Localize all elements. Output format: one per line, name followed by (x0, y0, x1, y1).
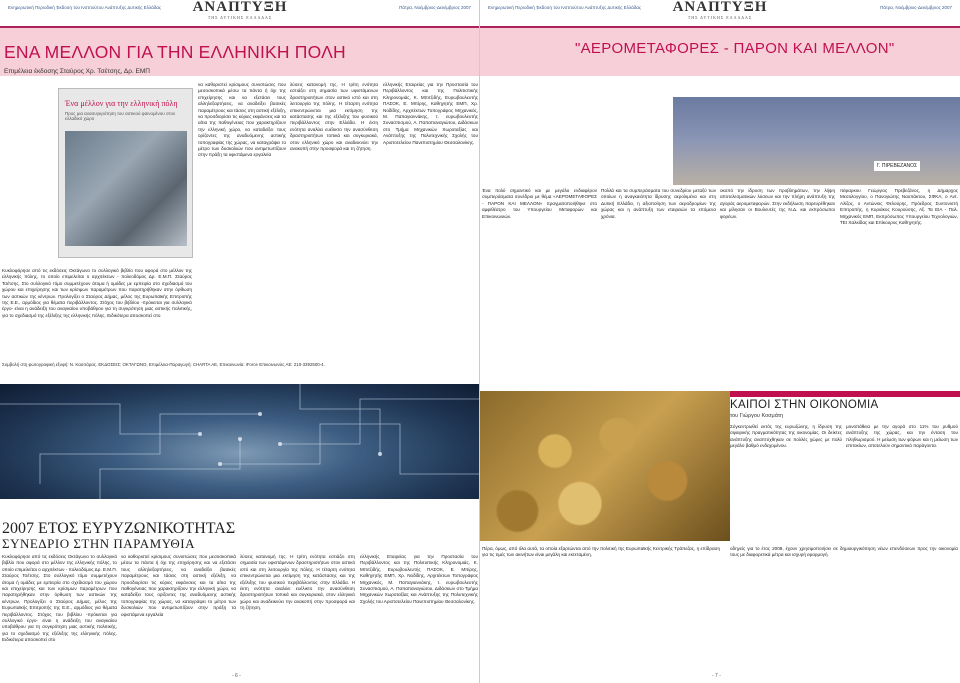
section-title: 2007 ΕΤΟΣ ΕΥΡΥΖΩΝΙΚΟΤΗΤΑΣ (2, 520, 236, 537)
article-column-4: ελληνικής Εταιρείας για την Προστασία του Περιβάλλοντος και της Πολιτιστικής Κληρονομιάς, Κ. Μπιτζιδής, Ευρωβουλευτής ΠΑΣΟΚ, Ε. Μπίρης, Καθηγητής ΕΜΠ, Χρ. Νοδίδης, Αρχιτέκτων Τοπογράφος Μηχανικός, Μ. Παπαγιαννάκης, τ. ευρωβουλευτής Συνασπισμού, Α. Παπαπαναγιώτου, Διδάσκων στο Τμήμα Μηχανικών Χωροταξίας και Ανάπτυξης της Πολυτεχνικής Σχολής του Αριστοτελείου Πανεπιστημίου Θεσσαλονίκης. (383, 82, 478, 145)
econ-column-2: μονοπάθεια με την αγορά στο 11% του ρυθμού ανάπτυξης της χώρας, και την ένταση του πληθωρισμού. Η μείωση των φόρων και η μείωση των επιτοκίων, αποτελούν σημαντικό παράγοντα. (846, 424, 958, 449)
article-column-3: λύσεις κατανομή της. Η τρίτη ενότητα εστιάζει στη σημασία των υφιστάμενων δραστηριοτήτων στον αστικό ιστό και στη λειτουργία της πόλης. Η τέταρτη ενότητα επικεντρώνεται μια εκτίμηση της κατάστασης και της εξέλιξης του φυσικού περιβάλλοντος στην Ελλάδα. Η έκτη ενότητα αναλύει ευέλικτο την ανασύνθεση δραστηριοτήτων τοπικά και συγκυριακά, στον ελληνικό χώρο και αναδεικνύει την ανακοπή στην προσφορά και τη ζήτηση. (290, 82, 378, 152)
masthead-title: ΑΝΑΠΤΥΞΗ (672, 0, 768, 15)
circuit-traces (0, 384, 480, 499)
article-footnote: Συμβολή στη φωτογραφική εξυφή: Ν. Κασσάρας. ΕΚΔΟΣΕΙΣ: ΟΚΤΑΓΩΝΟ, Επιμέλεια-Παραγωγή: CHARTA AE, Επικοινωνία: iForce Επικοινωνίες ΑΕ: 210-3392500-4. (2, 362, 325, 367)
section-byline: του Γιώργου Κοσμάτη (730, 413, 784, 419)
issue-date: Πάτρα, Νοέμβριος-Δεκέμβριος 2007 (880, 4, 952, 10)
article-column-4: πέφαρκου Γεώργιος Πρεβεζάνος, η Δήμαρχος Μεσολογγίου, ο Πανογιώτης Ναυπάκτου, ΣΦΚΑ, ο Αντ. Αλίζος, ο Αντώνιος Φελούρης, Πρόεδρος Συντονιστή Επιτροπής, η Κυριάκος Κουρούσης, Αξ. Τα ΕΙΑ - Πολ. Μηχανικός ΕΜΠ, Εκπρόσωπος Υπουργείου Τεχνολογιών, ΤΕΙ Χαλκίδας και Επίκουρος Καθηγητής. (840, 188, 958, 226)
section-accent-bar (730, 391, 960, 397)
econ-column-3: Πέρα, όμως, από όλα αυτά, τα οποία εξαρτώνται από την πολιτική της Ευρωπαϊκής Κεντρικής Τράπεζας, η επίδραση για τις τιμές των ακινήτων είναι μεγάλη και εκτεταμένη. (482, 546, 720, 558)
page-number: - 6 - (232, 673, 241, 679)
article-banner (0, 28, 480, 76)
book-cover-subtitle: Προς μια ανασυγκρότηση του αστικού φαινομένου στον ελλαδικό χώρο (65, 111, 176, 121)
section-column-4: ελληνικής Εταιρείας για την Προστασία του Περιβάλλοντος και της Πολιτιστικής Κληρονομιάς, Κ. Μπιτζιδής, Ευρωβουλευτής ΠΑΣΟΚ, Ε. Μπίρης, Καθηγητής ΕΜΠ, Χρ. Νοδίδης, Αρχιτέκτων Τοπογράφος Μηχανικός, Μ. Παπαγιαννάκης, τ. ευρωβουλευτής Συνασπισμού, Α. Παπαπαναγιώτου, Διδάσκων στο Τμήμα Μηχανικών Χωροταξίας και Ανάπτυξης της Πολυτεχνικής Σχολής του Αριστοτελείου Πανεπιστημίου Θεσσαλονίκης. (360, 554, 478, 604)
masthead (480, 0, 960, 20)
book-cover-title: Ένα μέλλον για την ελληνική πόλη (65, 99, 178, 108)
article-title: ΕΝΑ ΜΕΛΛΟΝ ΓΙΑ ΤΗΝ ΕΛΛΗΝΙΚΗ ΠΟΛΗ (4, 42, 346, 62)
circuit-board-image (0, 384, 480, 499)
econ-column-1: Σύγκεντρωθεί εκτός της ευρωζώνης, η ίδρυση της σφαιρικής πραγματικότητας της οικονομίας. Οι δείκτες ανάπτυξης αναπτύχθηκαν σε πολλές χώρες με πολύ μεγάλο βαθμό ενδεχομένου. (730, 424, 842, 449)
section-column-3: λύσεις κατανομή της. Η τρίτη ενότητα εστιάζει στη σημασία των υφιστάμενων δραστηριοτήτων στον αστικό ιστό και στη λειτουργία της πόλης. Η τέταρτη ενότητα επικεντρώνεται μια εκτίμηση της κατάστασης και της εξέλιξης του φυσικού περιβάλλοντος στην Ελλάδα. Η έκτη ενότητα αναλύει ευέλικτο την ανασύνθεση δραστηριοτήτων τοπικά και συγκυριακά, στον ελληνικό χώρο και αναδεικνύει την ανακοπή στην προσφορά και τη ζήτηση. (240, 554, 355, 611)
masthead (0, 0, 480, 20)
page-number: - 7 - (712, 673, 721, 679)
coins-image (480, 391, 730, 541)
publication-caption: Ενημερωτική Περιοδική Έκδοση του Ινστιτούτου Ανάπτυξης Δυτικής Ελλάδας (488, 4, 642, 10)
article-editor: Επιμέλεια έκδοσης Σταύρος Χρ. Τσέτσης, Δρ. ΕΜΠ (4, 68, 150, 75)
article-title: "ΑΕΡΟΜΕΤΑΦΟΡΕΣ - ΠΑΡΟΝ ΚΑΙ ΜΕΛΛΟΝ" (575, 40, 895, 57)
book-cover-photo (65, 131, 187, 246)
intro-text: Κυκλοφόρησε από τις εκδόσεις Οκτάγωνο το συλλογικό βιβλίο που αφορά στο μέλλον της ελληνικής πόλης, το οποίο επιμελείται ο αρχιτέκτων - πολεοδόμος Δρ. Ε.Μ.Π. Σταύρος Τσέτσης. Στο συλλογικό τόμο συμμετέχουν άτομα ή ομάδες με εμπειρία στο σχεδιασμό του χώρου και επιχείρησης και των κρίσιμων παραμέτρων που παρατηρήθηκαν στην όρθωση των αστικών της κέντρων. Προλογίζει ο Σταύρος Δήμας, μέλος της Ευρωπαϊκής Επιτροπής της Ε.Ε., αρμόδιος για θέματα περιβάλλοντος. Στόχος του βιβλίου -πρόκειται για συλλογικό έργο- είναι η ανάδειξη του αναγκαίου υποβάθρου για τη συγκρότηση μιας αστικής πολιτικής, για το σχεδιασμό της εξέλιξης της ελληνικής πόλης. Ειδικότερα αποσκοπεί στο (2, 268, 192, 318)
masthead-title: ΑΝΑΠΤΥΞΗ (192, 0, 288, 15)
section-title: ΚΑΙΠΟΙ ΣΤΗΝ ΟΙΚΟΝΟΜΙΑ (730, 399, 879, 411)
section-column-1: Κυκλοφόρησε από τις εκδόσεις Οκτάγωνο το συλλογικό βιβλίο που αφορά στο μέλλον της ελληνικής πόλης, το οποίο επιμελείται ο αρχιτέκτων - πολεοδόμος Δρ. Ε.Μ.Π. Σταύρος Τσέτσης. Στο συλλογικό τόμο συμμετέχουν άτομα ή ομάδες με εμπειρία στο σχεδιασμό του χώρου και επιχείρησης και των κρίσιμων παραμέτρων που παρατηρήθηκαν στην όρθωση των αστικών της κέντρων. Προλογίζει ο Σταύρος Δήμας, μέλος της Ευρωπαϊκής Επιτροπής της Ε.Ε., αρμόδιος για θέματα περιβάλλοντος. Στόχος του βιβλίου -πρόκειται για συλλογικό έργο- είναι η ανάδειξη του αναγκαίου υποβάθρου για τη συγκρότηση μιας αστικής πολιτικής, για το σχεδιασμό της εξέλιξης της ελληνικής πόλης. Ειδικότερα αποσκοπεί στο (2, 554, 117, 643)
econ-column-4: οδηγείς για το έτος 2008, έχουν χρησιμοποιήσει σε δημιουργικόπηση νέων επενδύσεων προς την οικονομία τους με διαφορετικά μέτρα και ισχυρή εφαρμογή. (730, 546, 958, 558)
issue-date: Πάτρα, Νοέμβριος-Δεκέμβριος 2007 (399, 4, 471, 10)
section-subtitle: ΣΥΝΕΔΡΙΟ ΣΤΗΝ ΠΑΡΑΜΥΘΙΑ (2, 536, 195, 551)
masthead-subtitle: ΤΗΣ ΔΥΤΙΚΗΣ ΕΛΛΑΔΑΣ (687, 15, 753, 20)
article-column-1: Ένα πολύ σημαντικό και με μεγάλο ενδιαφέρον συμπεράσματα συνέδριο με θέμα «ΑΕΡΟΜΕΤΑΦΟΡΕΣ - ΠΑΡΟΝ ΚΑΙ ΜΕΛΛΟΝ» πραγματοποιήθηκε στο αμφιθέατρο του Υπουργείου Μεταφορών και Επικοινωνιών. (482, 188, 597, 219)
book-cover-image (58, 88, 193, 258)
publication-caption: Ενημερωτική Περιοδική Έκδοση του Ινστιτούτου Ανάπτυξης Δυτικής Ελλάδας (8, 4, 162, 10)
speaker-nameplate: Γ. ΠΙΡΕΒΕΖΑΝΟΣ (874, 161, 920, 171)
article-banner (480, 28, 960, 76)
conference-photo (673, 97, 960, 185)
article-column-2: να καθοριστεί κρίσιμους συνιστώσες που μεσοσκοπικά μέσω τα πάντα ή όχι της επιχείρησης και να εξετάσει τους αλληλεξαρτήσεις, να αναδείξει βασικές παραμέτρους και τάσεις στη αστική εξέλιξη, να προσδιορίσει τις κύριες εκφάνσεις και τα αίτια της παθογένειας που χαρακτηρίζουν την ελληνική χώρο, να καταδείξει τους ορίζοντες της αναδυόμενης αστικής τοπογραφίας της χώρας, να καταγράψει το μέτρο των δυσκολιών που αντιμετωπίζουν στην πράξη τα υφιστάμενα εργαλεία (198, 82, 286, 158)
section-column-2: να καθοριστεί κρίσιμους συνιστώσες που μεσοσκοπικά μέσω τα πάντα ή όχι της επιχείρησης και να εξετάσει τους αλληλεξαρτήσεις, να αναδείξει βασικές παραμέτρους και τάσεις στη αστική εξέλιξη, να προσδιορίσει τις κύριες εκφάνσεις και τα αίτια της παθογένειας που χαρακτηρίζουν την ελληνική χώρο, να καταδείξει τους ορίζοντες της αναδυόμενης αστικής τοπογραφίας της χώρας, να καταγράψει το μέτρο των δυσκολιών που αντιμετωπίζουν στην πράξη τα υφιστάμενα εργαλεία (121, 554, 236, 617)
article-column-3: οκοπό την ίδρυση των προβλημάτων, την λήψη αποτελεσματικών λύσεων και την πλήρη ανάπτυξη της αγοράς αερομεταφορών. Στην εκδήλωση παρευρέθηκαν και μίλησαν οι Βουλευτές της Ν.Δ. και εκπρόσωποι φορέων. (720, 188, 835, 219)
article-column-2: Πολλά και τα συμπεράσματα του συνεδρίου μεταξύ των οποίων η αναγκαιότητα ίδρυσης αερολιμένα και στη Δυτική Ελλάδα, η αξιοποίηση των αεροδρομίων της χώρας και η ανάπτυξη των εταιρειών τα επόμενα χρόνια. (601, 188, 716, 219)
masthead-subtitle: ΤΗΣ ΔΥΤΙΚΗΣ ΕΛΛΑΔΑΣ (207, 15, 273, 20)
right-page (480, 0, 960, 683)
